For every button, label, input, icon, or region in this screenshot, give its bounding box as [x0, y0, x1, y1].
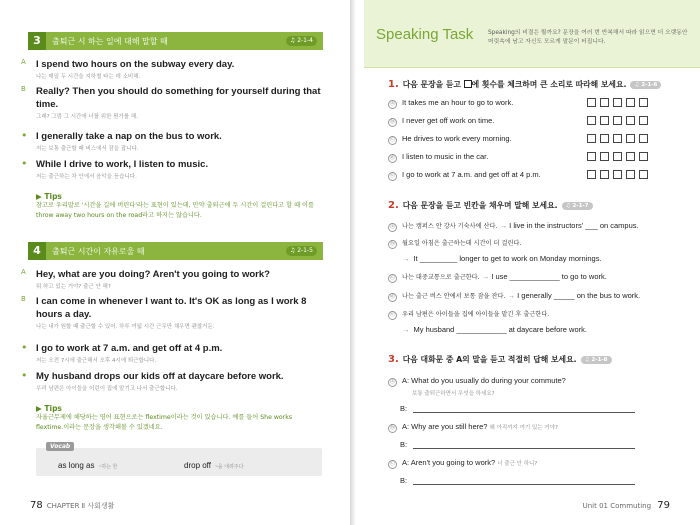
fill-blank-item: [388, 291, 640, 302]
repeat-checkbox[interactable]: [587, 98, 596, 107]
bullet-line: [21, 369, 326, 393]
repeat-checkbox[interactable]: [639, 152, 648, 161]
korean-translation: 왜 아직까지 여기 있는 거야?: [489, 425, 558, 431]
left-footer: [30, 500, 114, 511]
korean-translation: 보통 출퇴근하면서 무엇을 하세요?: [412, 391, 495, 397]
vocab-meaning: ~하는 한: [98, 464, 118, 470]
blank-sentence[interactable]: I generally _____ on the bus to work.: [517, 291, 641, 300]
repeat-checkbox[interactable]: [587, 116, 596, 125]
item-letter: ⓓ: [389, 294, 396, 300]
repeat-checkbox[interactable]: [613, 170, 622, 179]
question-a: A: Why are you still here?: [402, 422, 488, 431]
korean-translation: 너 출근 안 하니?: [497, 461, 538, 467]
dialogue-question: [388, 376, 566, 387]
section-4-header: [28, 242, 323, 260]
repeat-checkbox[interactable]: [587, 152, 596, 161]
repeat-checkbox[interactable]: [639, 116, 648, 125]
question-number: 2.: [388, 200, 399, 211]
dialogue-question: [388, 422, 558, 433]
question-translation: [412, 388, 495, 397]
repeat-checkboxes: [587, 116, 648, 125]
blank-sentence[interactable]: It _________ longer to get to work on Monday mornings.: [413, 254, 602, 263]
track-number: 2-1-8: [591, 357, 608, 363]
english-sentence: Really? Then you should do something for yourself during that time.: [36, 86, 321, 110]
tips-title: ▶ Tips: [36, 404, 62, 413]
english-sentence: My husband drops our kids off at daycare before work.: [36, 371, 284, 382]
repeat-checkbox[interactable]: [587, 170, 596, 179]
korean-translation: 저는 출근하는 차 안에서 음악을 듣습니다.: [36, 174, 137, 180]
item-letter: ⓑ: [389, 119, 396, 125]
answer-line[interactable]: [413, 412, 635, 413]
repeat-checkbox[interactable]: [626, 170, 635, 179]
question-3-header: [388, 354, 612, 365]
english-sentence: I generally take a nap on the bus to work.: [36, 131, 222, 142]
fill-blank-item: [388, 221, 639, 232]
arrow-icon: →: [402, 254, 410, 263]
fill-blank-item: [388, 238, 521, 249]
answer-label: B:: [400, 440, 408, 449]
korean-translation: 저는 오전 7시에 출근해서 오후 4시에 퇴근합니다.: [36, 358, 157, 364]
bullet-marker: •: [21, 341, 28, 354]
dialogue-line: [21, 268, 326, 291]
page-number: 79: [657, 500, 670, 511]
track-number: 2-1-4: [297, 37, 313, 44]
sentence-text: I listen to music in the car.: [402, 152, 489, 161]
tips-text: 참고로 우리말로 '시간을 길에 버린다'라는 표현이 있는데, 만약 출퇴근에 두 시간이 걸린다고 할 때 이를 throw away two hours on the road라고 하지는 않습니다.: [36, 202, 314, 219]
dialogue-question: [388, 458, 537, 469]
english-sentence: I can come in whenever I want to. It's OK as long as I work 8 hours a day.: [36, 296, 307, 320]
korean-prompt: 월요일 아침은 출근하는데 시간이 더 걸린다.: [402, 240, 522, 247]
korean-translation: 나는 내가 원할 때 출근할 수 있어. 하루 여덟 시간 근무만 채우면 괜찮거든.: [36, 324, 215, 330]
question-a: A: Aren't you going to work?: [402, 458, 496, 467]
repeat-checkbox[interactable]: [613, 116, 622, 125]
track-number: 2-1-5: [297, 247, 313, 254]
footer-text: CHAPTER Ⅱ 사회생활: [46, 502, 115, 510]
blank-sentence[interactable]: I use ____________ to go to work.: [491, 272, 607, 281]
fill-blank-answer: [402, 254, 602, 263]
item-letter: ⓓ: [389, 155, 396, 161]
item-letter: ⓐ: [389, 101, 396, 107]
item-letter: ⓐ: [389, 224, 396, 230]
sentence-text: He drives to work every morning.: [402, 134, 512, 143]
tips-box: [36, 192, 321, 221]
korean-prompt: 나는 캠퍼스 안 강사 기숙사에 산다.: [402, 223, 498, 230]
tips-title: ▶ Tips: [36, 192, 62, 201]
item-letter: ⓔ: [389, 173, 396, 179]
english-sentence: I go to work at 7 a.m. and get off at 4 p.m.: [36, 343, 223, 354]
bullet-line: [21, 157, 326, 181]
speaker-marker: A: [21, 58, 26, 66]
arrow-icon: →: [499, 221, 508, 230]
repeat-checkbox[interactable]: [600, 98, 609, 107]
answer-line[interactable]: [413, 484, 635, 485]
speaker-marker: B: [21, 295, 26, 303]
korean-prompt: 우리 남편은 아이들을 집에 아이들을 맡긴 후 출근한다.: [402, 311, 550, 318]
vocab-tag: Vocab: [46, 442, 74, 451]
speaker-marker: A: [21, 268, 26, 276]
right-footer: [583, 500, 670, 511]
answer-label: B:: [400, 476, 408, 485]
repeat-checkbox[interactable]: [600, 116, 609, 125]
section-4-number: 4: [28, 242, 46, 260]
sentence-text: I never get off work on time.: [402, 116, 495, 125]
audio-track-badge[interactable]: ♫ 2-1-4: [286, 36, 317, 46]
answer-line[interactable]: [413, 448, 635, 449]
sentence-text: It takes me an hour to go to work.: [402, 98, 514, 107]
vocab-box: [36, 443, 322, 476]
tips-text: 자율근무제에 해당하는 영어 표현으로는 flextime이라는 것이 있습니다. 예를 들어 She works flextime.이라는 문장을 생각해볼 수 있겠네요.: [36, 414, 293, 431]
repeat-sentence: [388, 152, 488, 163]
arrow-icon: →: [507, 291, 516, 300]
repeat-checkbox[interactable]: [626, 98, 635, 107]
speaking-task-description: Speaking의 비결은 뭘까요? 문장을 여러 번 반복해서 따라 읽으면 더 오랫동안 머릿속에 남고 자신도 모르게 말문이 터집니다.: [488, 30, 688, 45]
answer-label: B:: [400, 404, 408, 413]
bullet-marker: •: [21, 129, 28, 142]
checkbox-icon: [464, 80, 472, 88]
section-3-number: 3: [28, 32, 46, 50]
blank-sentence[interactable]: My husband ____________ at daycare before work.: [413, 325, 587, 334]
fill-blank-item: [388, 272, 607, 283]
bullet-line: [21, 129, 326, 153]
audio-track-badge[interactable]: ♫ 2-1-5: [286, 246, 317, 256]
bullet-marker: •: [21, 157, 28, 170]
vocab-item: [184, 461, 243, 470]
korean-translation: 나는 매일 두 시간을 지하철 타는 데 소비해.: [36, 74, 141, 80]
repeat-sentence: [388, 134, 512, 145]
section-4-title: 출퇴근 시간이 자유로울 때: [52, 247, 145, 256]
repeat-checkbox[interactable]: [600, 170, 609, 179]
question-text: 다음 대화문 중 A의 말을 듣고 적절히 답해 보세요.: [402, 355, 577, 364]
tips-box: [36, 404, 321, 433]
vocab-word: as long as: [58, 461, 95, 470]
arrow-icon: →: [402, 325, 410, 334]
english-sentence: I spend two hours on the subway every day.: [36, 59, 235, 70]
repeat-checkboxes: [587, 170, 648, 179]
track-number: 2-1-7: [572, 203, 589, 209]
repeat-sentence: [388, 98, 513, 109]
repeat-checkbox[interactable]: [600, 134, 609, 143]
korean-translation: 저는 보통 출근할 때 버스에서 잠을 잡니다.: [36, 146, 139, 152]
repeat-checkbox[interactable]: [639, 170, 648, 179]
audio-track-badge[interactable]: ♫ 2-1-6: [630, 81, 661, 89]
korean-translation: 우리 남편은 아이들을 어린이 집에 맡기고 나서 출근합니다.: [36, 386, 178, 392]
dialogue-line: [21, 58, 326, 81]
question-text: 다음 문장을 듣고: [402, 80, 461, 89]
question-number: 1.: [388, 79, 399, 90]
repeat-checkbox[interactable]: [626, 116, 635, 125]
korean-prompt: 나는 출근 버스 안에서 보통 잠을 잔다.: [402, 293, 506, 300]
english-sentence: While I drive to work, I listen to music.: [36, 159, 209, 170]
question-a: A: What do you usually do during your commute?: [402, 376, 566, 385]
fill-blank-answer: [402, 325, 587, 334]
repeat-checkbox[interactable]: [613, 152, 622, 161]
audio-track-badge[interactable]: ♫ 2-1-8: [581, 356, 612, 364]
dialogue-line: [21, 295, 326, 331]
repeat-checkboxes: [587, 152, 648, 161]
repeat-checkbox[interactable]: [639, 98, 648, 107]
speaker-marker: B: [21, 85, 26, 93]
question-text: 에 횟수를 체크하며 큰 소리로 따라해 보세요.: [471, 80, 627, 89]
item-letter: ⓔ: [389, 312, 396, 318]
item-letter: ⓑ: [389, 241, 396, 247]
vocab-meaning: ~을 내려주다: [214, 464, 244, 470]
bullet-marker: •: [21, 369, 28, 382]
repeat-checkbox[interactable]: [639, 134, 648, 143]
arrow-icon: →: [481, 272, 490, 281]
english-sentence: Hey, what are you doing? Aren't you going to work?: [36, 269, 270, 280]
repeat-checkboxes: [587, 98, 648, 107]
item-letter: ⓒ: [389, 275, 396, 281]
dialogue-line: [21, 85, 326, 121]
vocab-word: drop off: [184, 461, 211, 470]
repeat-checkbox[interactable]: [587, 134, 596, 143]
section-3-header: [28, 32, 323, 50]
fill-blank-item: [388, 309, 549, 320]
question-number: 3.: [388, 354, 399, 365]
footer-text: Unit 01 Commuting: [582, 502, 652, 510]
item-letter: ⓐ: [389, 379, 396, 385]
repeat-sentence: [388, 116, 494, 127]
bullet-line: [21, 341, 326, 365]
korean-translation: 그래? 그럼 그 시간에 너를 위한 뭔가를 해.: [36, 114, 138, 120]
question-1-header: [388, 79, 661, 90]
vocab-item: [58, 461, 117, 470]
repeat-checkbox[interactable]: [626, 152, 635, 161]
repeat-sentence: [388, 170, 541, 181]
repeat-checkbox[interactable]: [600, 152, 609, 161]
page-number: 78: [30, 500, 43, 511]
blank-sentence[interactable]: I live in the instructors' ___ on campus.: [509, 221, 639, 230]
audio-track-badge[interactable]: ♫ 2-1-7: [562, 202, 593, 210]
speaking-task-title: Speaking Task: [376, 26, 474, 43]
question-text: 다음 문장을 듣고 빈칸을 채우며 말해 보세요.: [402, 201, 558, 210]
repeat-checkbox[interactable]: [613, 98, 622, 107]
repeat-checkbox[interactable]: [613, 134, 622, 143]
sentence-text: I go to work at 7 a.m. and get off at 4 p.m.: [402, 170, 541, 179]
track-number: 2-1-6: [641, 82, 658, 88]
korean-translation: 뭐 하고 있는 거야? 출근 안 해?: [36, 284, 111, 290]
korean-prompt: 나는 대중교통으로 출근한다.: [402, 274, 480, 281]
section-3-title: 출퇴근 시 하는 일에 대해 말할 때: [52, 37, 168, 46]
item-letter: ⓒ: [389, 461, 396, 467]
item-letter: ⓒ: [389, 137, 396, 143]
repeat-checkbox[interactable]: [626, 134, 635, 143]
question-2-header: [388, 200, 593, 211]
item-letter: ⓑ: [389, 425, 396, 431]
repeat-checkboxes: [587, 134, 648, 143]
